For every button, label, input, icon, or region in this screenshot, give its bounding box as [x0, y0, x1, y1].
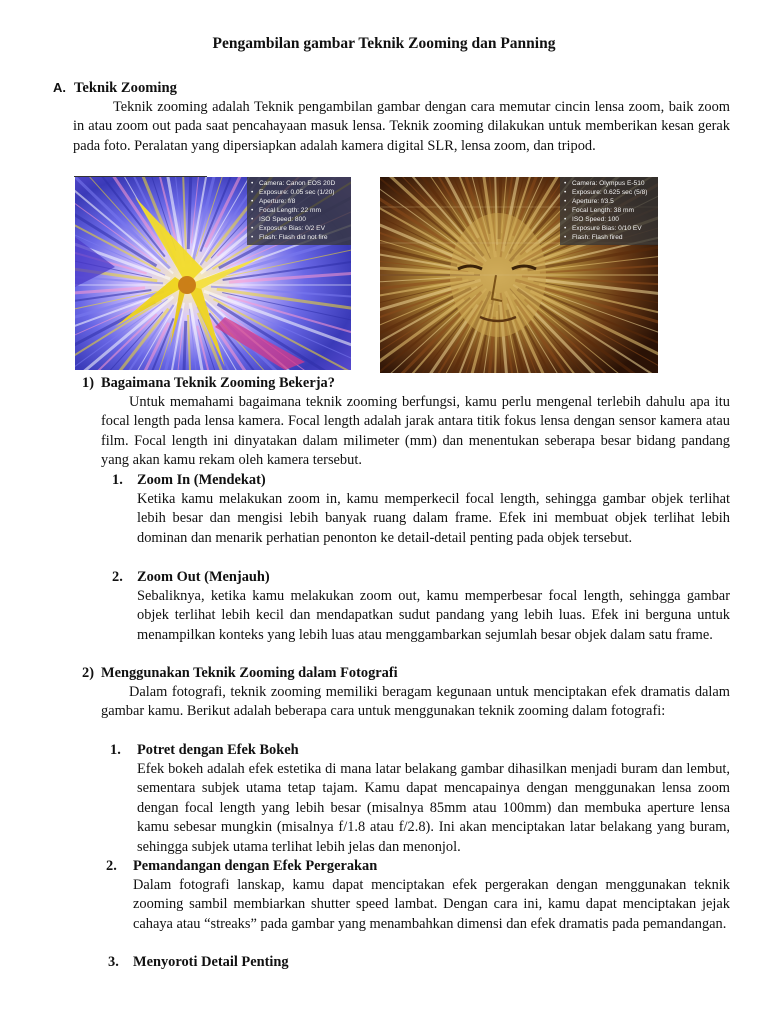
item-1-text: Untuk memahami bagaimana teknik zooming berfungsi, kamu perlu mengenal terlebih dahulu apa itu focal length pada lensa kamera. Focal length adalah jarak antara titik fokus lensa dengan sensor kamera atau film. Focal length ini dinyatakan dalam milimeter (mm) dan menentukan seberapa besar bidang pandang yang akan kamu rekam oleh kamera tersebut. [101, 394, 730, 469]
menyoroti-number: 3. [108, 954, 119, 970]
potret-paragraph: Efek bokeh adalah efek estetika di mana latar belakang gambar dihasilkan menjadi buram dan lembut, sementara subjek utama tetap tajam. Kamu dapat mencapainya dengan menggunakan lensa zoom dengan focal length yang lebih besar (misalnya 85mm atau 100mm) dan membuka aperture lensa kamu sebesar mungkin (misalnya f/1.8 atau f/2.8). Ini akan menciptakan latar belakang yang buram, sehingga subjek utama terlihat lebih jelas dan menonjol. [137, 761, 730, 855]
exif-flash: • Flash: Flash did not fire [251, 233, 347, 242]
item-1-paragraph [101, 393, 730, 471]
exif-camera: • Camera: Canon EOS 20D [251, 179, 347, 188]
exif-iso: • ISO Speed: 800 [251, 215, 347, 224]
zoom-out-heading [112, 568, 270, 587]
zoom-in-number: 1. [112, 472, 123, 488]
exif-exposure: • Exposure: 0.625 sec (5/8) [564, 188, 654, 197]
menyoroti-title: Menyoroti Detail Penting [133, 954, 289, 970]
zoom-face-photo [380, 177, 658, 373]
zoom-out-title: Zoom Out (Menjauh) [137, 569, 270, 585]
menyoroti-heading [108, 953, 289, 972]
section-a-title: Teknik Zooming [74, 80, 177, 96]
document-title: Pengambilan gambar Teknik Zooming dan Panning [212, 35, 556, 52]
exif-exposure: • Exposure: 0.05 sec (1/20) [251, 188, 347, 197]
item-1-title: Bagaimana Teknik Zooming Bekerja? [101, 375, 335, 391]
exif-focal-length: • Focal Length: 38 mm [564, 206, 654, 215]
exif-aperture: • Aperture: f/3.5 [564, 197, 654, 206]
item-1-number: 1) [82, 375, 94, 391]
item-2-text: Dalam fotografi, teknik zooming memiliki beragam kegunaan untuk menciptakan efek dramatis dalam gambar kamu. Berikut adalah beberapa cara untuk menggunakan teknik zooming dalam fotografi: [101, 684, 730, 720]
pemandangan-heading [106, 857, 377, 876]
exif-aperture: • Aperture: f/8 [251, 197, 347, 206]
zoom-flower-photo [75, 177, 351, 370]
exif-exposure-bias: • Exposure Bias: 0/10 EV [564, 224, 654, 233]
potret-heading [110, 741, 299, 760]
section-a-intro-text: Teknik zooming adalah Teknik pengambilan gambar dengan cara memutar cincin lensa zoom, baik zoom in atau zoom out pada saat pencahayaan masuk lensa. Teknik zooming dilakukan untuk memberikan kesan gerak pada foto. Peralatan yang dipersiapkan adalah kamera digital SLR, lensa zoom, dan tripod. [73, 99, 730, 154]
potret-number: 1. [110, 742, 121, 758]
zoom-in-title: Zoom In (Mendekat) [137, 472, 266, 488]
section-a-heading [53, 78, 177, 98]
item-2-title: Menggunakan Teknik Zooming dalam Fotografi [101, 665, 398, 681]
photo2-exif-box [560, 177, 658, 245]
potret-title: Potret dengan Efek Bokeh [137, 742, 299, 758]
photo1-exif-box [247, 177, 351, 245]
section-a-marker: A. [53, 80, 66, 95]
item-1-heading [82, 374, 335, 393]
pemandangan-title: Pemandangan dengan Efek Pergerakan [133, 858, 378, 874]
pemandangan-number: 2. [106, 858, 117, 874]
exif-focal-length: • Focal Length: 22 mm [251, 206, 347, 215]
exif-flash: • Flash: Flash fired [564, 233, 654, 242]
zoom-out-paragraph: Sebaliknya, ketika kamu melakukan zoom out, kamu memperbesar focal length, sehingga gambar objek terlihat lebih kecil dan mendapatkan sudut pandang yang lebih luas. Efek ini berguna untuk menampilkan konteks yang lebih luas atau menggambarkan sejumlah besar objek dalam satu frame. [137, 588, 730, 643]
zoom-in-paragraph: Ketika kamu melakukan zoom in, kamu memperkecil focal length, sehingga gambar objek terlihat lebih besar dan mengisi lebih banyak ruang dalam frame. Efek ini membuat objek terlihat lebih dominan dan menarik perhatian penonton ke detail-detail penting pada objek tersebut. [137, 491, 730, 546]
exif-iso: • ISO Speed: 100 [564, 215, 654, 224]
item-2-paragraph [101, 683, 730, 722]
exif-exposure-bias: • Exposure Bias: 0/2 EV [251, 224, 347, 233]
item-2-heading [82, 664, 398, 683]
pemandangan-paragraph: Dalam fotografi lanskap, kamu dapat menciptakan efek pergerakan dengan menggunakan teknik zooming sambil membiarkan shutter speed lambat. Dengan cara ini, kamu dapat menciptakan jejak cahaya atau “streaks” pada gambar yang menambahkan dimensi dan efek dramatis pada pemandangan. [133, 877, 730, 932]
exif-camera: • Camera: Olympus E-510 [564, 179, 654, 188]
zoom-in-heading [112, 471, 266, 490]
section-a-intro-paragraph [73, 98, 730, 156]
zoom-out-number: 2. [112, 569, 123, 585]
item-2-number: 2) [82, 665, 94, 681]
